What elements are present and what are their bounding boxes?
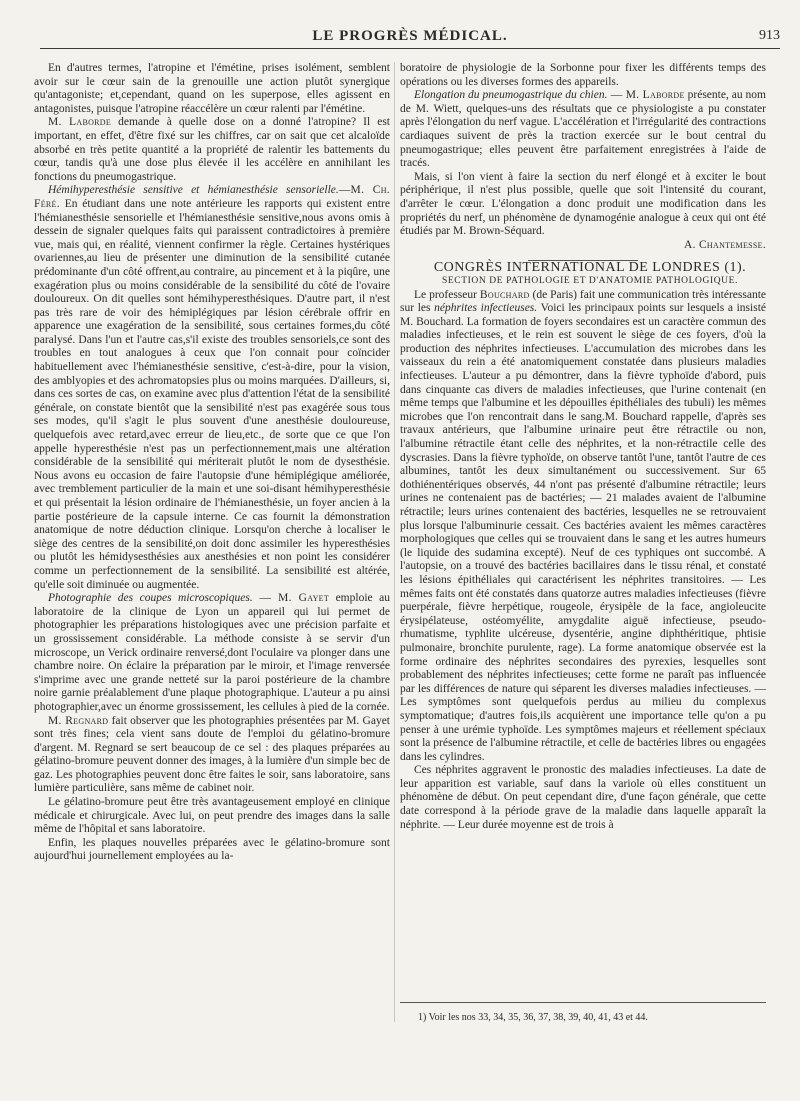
paragraph-enfin: Enfin, les plaques nouvelles préparées avec le gélatino-bromure sont aujourd'hui journellement employées au la- (34, 836, 390, 863)
author-name: —M. Ch. Féré. (34, 184, 390, 210)
paragraph-gelatino: Le gélatino-bromure peut être très avantageusement employé en clinique médicale et chirurgicale. Avec lui, on peut prendre des images dans la salle même de l'hôpital et sans laboratoire. (34, 796, 390, 836)
author-name: — M. Laborde (607, 89, 685, 102)
paragraph-text: demande à quelle dose on a donné l'atropine? Il est important, en effet, d'être fixé sur les chiffres, car on sait que cet alcaloïde absorbé en très petite quantité a la propriété de ralentir les battements du cœur, tandis qu'à une dose plus élevée il les accélère en annihilant les fonctions du pneumogastrique. (34, 116, 390, 183)
author-name: M. Laborde (48, 116, 112, 129)
article-title: Hémihyperesthésie sensitive et hémianesthésie sensorielle. (48, 184, 339, 197)
paragraph-text: présente, au nom de M. Wiett, quelques-uns des résultats que ce physiologiste a pu constater après l'élongation du nerf vague. L'accélération et l'irrégularité des contractions cardiaques suivent de près la traction exercée sur le bout central du pneumogastrique; elles peuvent être parfaitement enregistrées à l'aide de tracés. (400, 89, 766, 170)
paragraph-text: fait observer que les photographies présentées par M. Gayet sont très fines; cela vient sans doute de l'emploi du gélatino-bromure d'argent. M. Regnard se sert beaucoup de ce sel : des plaques préparées au gélatino-bromure peuvent donner des images, à la lumière d'un simple bec de gaz. Les photographies peuvent donc être faites le soir, sans laboratoire, sans lumière particulière, sans même de cabinet noir. (34, 714, 390, 795)
column-separator (394, 62, 395, 1022)
paragraph-elongation (400, 89, 766, 171)
paragraph-hemihyperesthesie (34, 184, 390, 592)
paragraph-text: (de Paris) fait une communication très intéressante sur les (400, 288, 766, 315)
article-title: Photographie des coupes microscopiques. (48, 592, 253, 605)
paragraph-continued: boratoire de physiologie de la Sorbonne pour fixer les différents temps des opérations ou les diverses formes des appareils. (400, 62, 766, 88)
paragraph-pronostic: Ces néphrites aggravent le pronostic des maladies infectieuses. La date de leur apparition est variable, sauf dans la variole où elles constituent un phénomène de début. On peut cependant dire, d'une façon générale, que cette date correspond à la période grave de la maladie dans laquelle apparaît la néphrite. — Leur durée moyenne est de trois à (400, 764, 766, 831)
section-subtitle: SECTION DE PATHOLOGIE ET D'ANATOMIE PATHOLOGIQUE. (441, 275, 739, 286)
paragraph-atropine: En d'autres termes, l'atropine et l'émétine, prises isolément, semblent avoir sur le cœur sain de la grenouille une action plutôt synergique qu'antagoniste; et,cependant, quand on les superpose, elles agissent en antagonistes, puisque l'atropine réaccélère un cœur ralenti par l'émétine. (34, 62, 390, 115)
paragraph-laborde (34, 116, 390, 184)
article-title: néphrites infectieuses. (434, 302, 538, 315)
paragraph-bouchard (400, 289, 766, 765)
paragraph-text: En étudiant dans une note antérieure les rapports qui existent entre l'hémianesthésie sensorielle et l'hémianesthésie sensitive,nous avons omis à dessein de signaler quelques faits qui paraissent contradictoires à première vue, mais qui, en réalité, viennent confirmer la règle. Certaines hystériques ovariennes,au lieu de présenter une diminution de la sensibilité cutanée prédominante d'un côté offrent,au contraire, au pincement et à la piqûre, une exagération plus ou moins considérable de la sensibilité du côté de l'ovaire douloureux. On dit quelles sont hémihyperesthésiques. D'autre part, il n'est pas très rare de voir des hémiplégiques par lésion cérébrale offrir en apparence une exagération de la sensibilité, sous certaines formes,du côté paralysé. Dans l'un et l'autre cas,s'il existe des troubles sensoriels,ce sont des troubles en tout analogues à ceux que l'on connait pour coïncider habituellement avec l'hémianesthésie sensitive, c'est-à-dire, pour la vision, des amblyopies et des achromatopsies plus ou moins marquées. D'ailleurs, si, dans ces sortes de cas, on examine avec plus d'attention l'état de la sensibilité générale, on constate bientôt que la sensibilité n'est pas exagérée sous tous ses modes, qu'il s'agit le plus souvent d'une anesthésie douloureuse, quelquefois avec retard,avec erreur de lieu,etc., de sorte que ce que l'on appelle hyperesthésie n'est pas un perfectionnement,mais une altération considérable de la sensibilité qui mériterait plutôt le nom de dysesthésie. Nous avons eu occasion de faire l'autopsie d'une hémiplégique améliorée, avec tremblement particulier de la main et une soi-disant hémihyperesthésie et qui présentait la lésion ordinaire de l'hémianesthésie, un foyer ancien à la partie postérieure de la capsule interne. Ce cas fournit la démonstration anatomique de notre déduction clinique. Lorsqu'on cherche à localiser le siège des centres de la sensibilité,on doit donc assimiler les hyperesthésies ou plutôt les hémidysesthésies aux anesthésies et non point les considérer comme un perfectionnement de la sensibilité. La sensibilité est altérée, qu'elle soit diminuée ou augmentée. (34, 197, 390, 591)
footnote: 1) Voir les nos 33, 34, 35, 36, 37, 38, 39, 40, 41, 43 et 44. (418, 1012, 648, 1023)
journal-title: LE PROGRÈS MÉDICAL. (312, 28, 508, 44)
author-name: Bouchard (479, 288, 530, 301)
article-title: Elongation du pneumogastrique du chien. (414, 89, 608, 102)
page-number: 913 (759, 28, 780, 43)
right-column (400, 62, 766, 832)
paragraph-regnard (34, 715, 390, 797)
paragraph-section-nerf: Mais, si l'on vient à faire la section du nerf élongé et à exciter le bout périphérique, il n'est plus possible, quelle que soit l'intensité du courant, d'arrêter le cœur. L'élongation a donc produit une modification dans les propriétés du nerf, un phénomène de dynamogénie analogue à ceux qui ont été étudiés par M. Brown-Séquard. (400, 170, 766, 238)
author-name: M. Regnard (48, 714, 109, 727)
page-header (40, 22, 780, 49)
paragraph-text: Le professeur (414, 288, 480, 301)
footnote-divider (400, 1002, 766, 1003)
author-name: — M. Gayet (252, 592, 330, 605)
paragraph-photographie (34, 592, 390, 714)
paragraph-text: emploie au laboratoire de la clinique de Lyon un appareil qui lui permet de photographier les préparations histologiques avec une précision parfaite et un grossissement considérable. La méthode consiste à se servir d'un microscope, un Verick ordinaire renversé,dont l'oculaire va plonger dans une chambre noire. On éclaire la préparation par le miroir, et l'image renversée s'imprime avec une grande netteté sur la paroi postérieure de la chambre noire garnie préalablement d'une plaque photographique. L'auteur a pu ainsi photographier,avec un énorme grossissement, les cellules à pied de la cornée. (34, 592, 390, 713)
paragraph-text: Voici les principaux points sur lesquels a insisté M. Bouchard. La formation de foyers secondaires est un caractère commun des maladies infectieuses, et le rein est souvent le siège de ces foyers, d'où la production des néphrites infectieuses. L'accumulation des microbes dans les vaisseaux du rein a été anatomiquement constatée dans plusieurs maladies infectieuses. L'auteur a pu démontrer, dans la fièvre typhoïde d'abord, puis dans cinquante cas divers de maladies infectieuses, que l'urine contenait (en même temps que l'albumine et les dépouilles épithéliales des tubuli) les mêmes microbes que l'on rencontrait dans le sang.M. Bouchard rappelle, d'après ses travaux antérieurs, que l'albumine urinaire peut être rétractile ou non, l'albumine rétractile étant celle des néphrites, et la non-rétractile celle des dyscrasies. Dans la fièvre typhoïde, on observe tantôt l'une, tantôt l'autre de ces albumines, tantôt les deux simultanément ou successivement. Sur 65 dothiénentériques observés, 44 n'ont pas présenté d'albumine rétractile; leurs urines ne contenaient pas de bactéries; — 21 malades avaient de l'albumine rétractile; leurs urines contenaient des bactéries, lesquelles ne se retrouvaient plus lorsque l'albuminurie cessait. Ces bactéries avaient les mêmes caractères morphologiques que celles qui se trouvaient dans le sang et les autres humeurs (le liquide des sudamina excepté). Neuf de ces typhiques ont succombé. A l'autopsie, on a trouvé des bactéries bacillaires dans le tissu rénal, et constaté les lésions épithéliales qui caractérisent les néphrites transitoires. — Les mêmes faits ont été constatés dans quatorze autres maladies infectieuses (fièvre puerpérale, fièvre herpétique, rougeole, érysipèle de la face, angioleucite érysipélateuse, ostéomyélite, amygdalite aiguë infectieuse, pseudo-rhumatisme, typhlite ulcéreuse, dysentérie, angine diphthéritique, phtisie pulmonaire, bronchite purulente, rage). La forme anatomique observée est la forme ordinaire des néphrites secondaires des pyrexies, lesquelles sont probablement des néphrites infectieuses; cette forme ne paraît pas influencée par les différences de nature qui séparent les diverses maladies infectieuses. — Les symptômes sont quelquefois perdus au milieu du complexus symptomatique; d'autres fois,ils acquièrent une importance telle qu'on a pu penser à une urémie typhoïde. Les symptômes majeurs et réellement spéciaux sont la présence de l'albumine rétractile, et celle de bactéries libres ou engagées dans les cylindres. (400, 302, 767, 763)
left-column (34, 62, 390, 864)
signature: A. Chantemesse. (684, 238, 766, 251)
section-title: CONGRÈS INTERNATIONAL DE LONDRES (1). (433, 260, 747, 276)
